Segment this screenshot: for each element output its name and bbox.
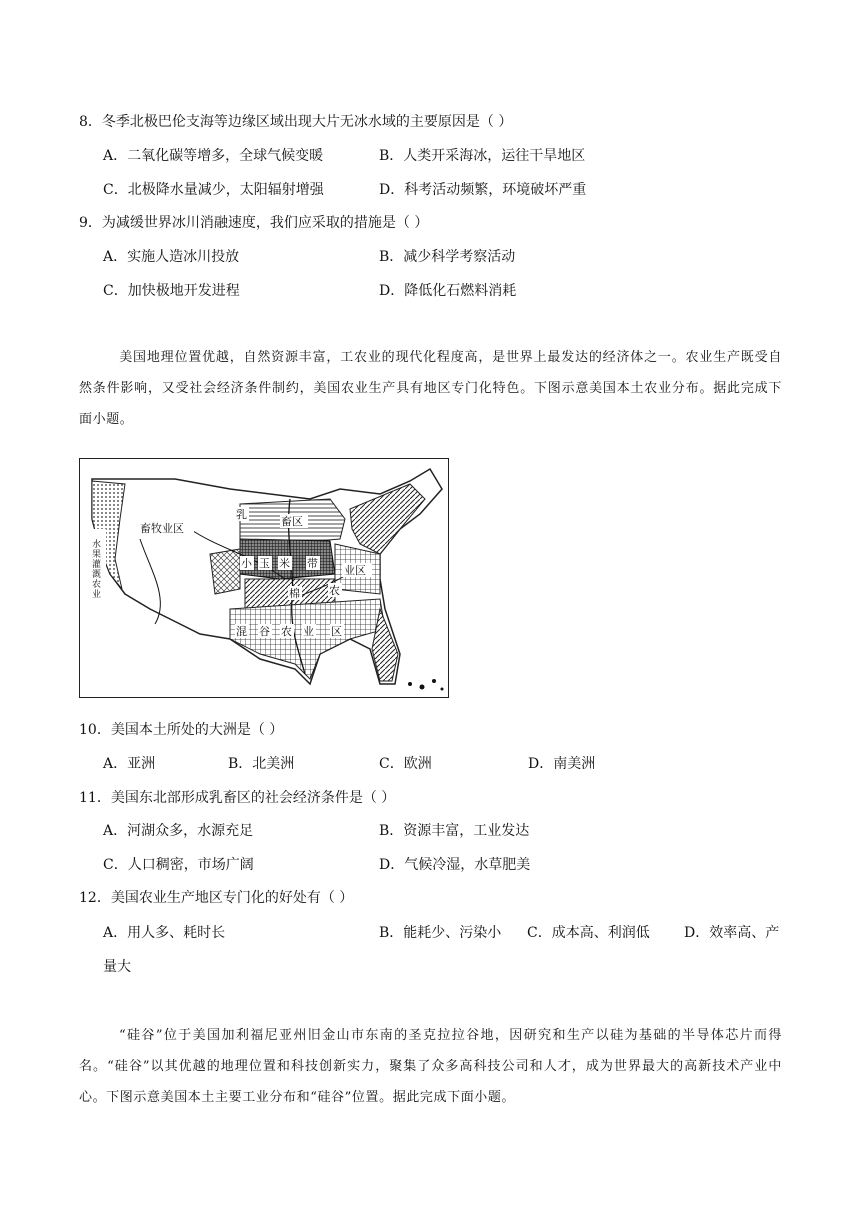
q9-stem: 9．为减缓世界冰川消融速度，我们应采取的措施是（ ） — [79, 215, 429, 231]
label-mixed-3: 农 — [281, 625, 292, 638]
q12-option-d[interactable]: D．效率高、产 — [684, 925, 780, 941]
q8-option-c[interactable]: C．北极降水量减少，太阳辐射增强 — [103, 182, 324, 198]
q12-option-d-continued: 量大 — [103, 959, 131, 975]
wheat-region — [210, 549, 240, 594]
label-west-coast: 水果灌溉农业 — [90, 539, 100, 599]
label-dairy: 畜区 — [281, 515, 303, 528]
q10-option-a[interactable]: A．亚洲 — [103, 756, 156, 772]
label-grazing: 畜牧业区 — [140, 522, 184, 535]
q10-option-d[interactable]: D．南美洲 — [528, 756, 596, 772]
q8-stem: 8．冬季北极巴伦支海等边缘区域出现大片无冰水域的主要原因是（ ） — [79, 114, 513, 130]
q9-option-b[interactable]: B．减少科学考察活动 — [379, 249, 516, 265]
label-mixed-5: 区 — [331, 625, 342, 638]
label-small: 小 — [241, 557, 252, 570]
label-corn-2: 米 — [279, 557, 290, 570]
caribbean-islands — [408, 679, 444, 691]
q8-option-b[interactable]: B．人类开采海冰，运往干旱地区 — [379, 148, 586, 164]
q11-stem: 11．美国东北部形成乳畜区的社会经济条件是（ ） — [79, 790, 396, 806]
label-cotton: 棉 — [289, 587, 300, 600]
q12-option-a[interactable]: A．用人多、耗时长 — [103, 925, 226, 941]
q12-option-b[interactable]: B．能耗少、污染小 — [379, 925, 502, 941]
passage-usa-agriculture: 美国地理位置优越，自然资源丰富，工农业的现代化程度高，是世界上最发达的经济体之一。农业生产既受自然条件影响，又受社会经济条件制约，美国农业生产具有地区专门化特色。下图示意美国本土农业分布。据此完成下面小题。 — [79, 350, 782, 427]
label-dairy-prefix: 乳 — [236, 508, 247, 521]
q11-option-d[interactable]: D．气候冷湿，水草肥美 — [379, 857, 531, 873]
q9-option-a[interactable]: A．实施人造冰川投放 — [103, 249, 240, 265]
q8-option-a[interactable]: A．二氧化碳等增多，全球气候变暖 — [103, 148, 324, 164]
q10-option-b[interactable]: B．北美洲 — [228, 756, 295, 772]
q9-option-c[interactable]: C．加快极地开发进程 — [103, 283, 240, 299]
label-mixed-2: 谷 — [259, 625, 270, 638]
usa-agriculture-map — [79, 458, 449, 698]
label-mixed-4: 业 — [303, 625, 314, 638]
q11-option-b[interactable]: B．资源丰富，工业发达 — [379, 823, 530, 839]
q10-stem: 10．美国本土所处的大洲是（ ） — [79, 722, 284, 738]
label-general-2: 农 — [329, 584, 340, 597]
label-mixed-1: 混 — [236, 625, 247, 638]
q11-option-a[interactable]: A．河湖众多，水源充足 — [103, 823, 254, 839]
q11-option-c[interactable]: C．人口稠密，市场广阔 — [103, 857, 254, 873]
label-corn-1: 玉 — [259, 557, 270, 570]
passage-silicon-valley: “硅谷”位于美国加利福尼亚州旧金山市东南的圣克拉拉谷地，因研究和生产以硅为基础的半导体芯片而得名。“硅谷”以其优越的地理位置和科技创新实力，聚集了众多高科技公司和人才，成为世界最大的高新技术产业中心。下图示意美国本土主要工业分布和“硅谷”位置。据此完成下面小题。 — [79, 1028, 782, 1105]
label-general-1: 业区 — [344, 564, 366, 577]
q8-option-d[interactable]: D．科考活动频繁，环境破坏严重 — [379, 182, 587, 198]
q9-option-d[interactable]: D．降低化石燃料消耗 — [379, 283, 517, 299]
q12-stem: 12．美国农业生产地区专门化的好处有（ ） — [79, 890, 354, 906]
label-corn-3: 带 — [307, 557, 318, 570]
q12-option-c[interactable]: C．成本高、利润低 — [527, 925, 650, 941]
q10-option-c[interactable]: C．欧洲 — [379, 756, 432, 772]
